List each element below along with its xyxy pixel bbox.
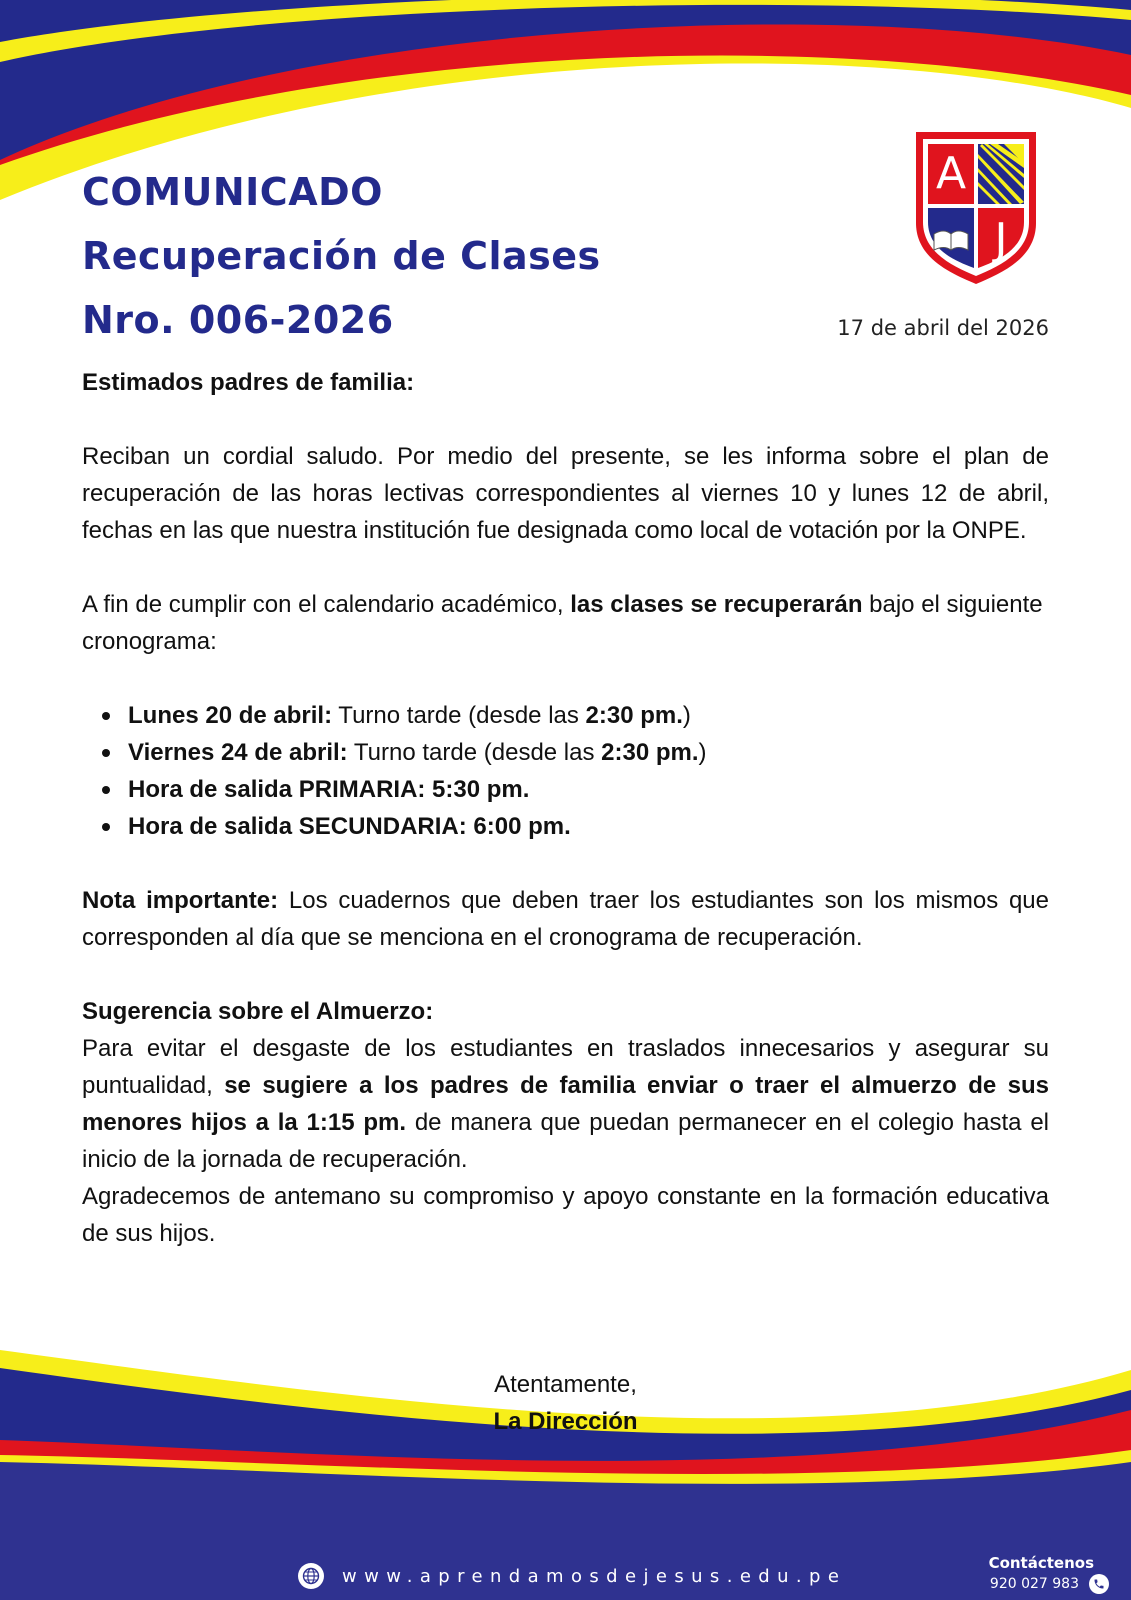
greeting: Estimados padres de familia:: [82, 369, 415, 396]
crest-letter-a: A: [935, 148, 967, 199]
closing-text: Atentamente,: [494, 1371, 637, 1398]
title-line-3: Nro. 006-2026: [82, 298, 394, 342]
website-url[interactable]: www.aprendamosdejesus.edu.pe: [342, 1565, 847, 1587]
list-item: Hora de salida PRIMARIA: 5:30 pm.: [102, 771, 1049, 808]
schedule-list: [102, 697, 1049, 845]
phone-number[interactable]: 920 027 983: [989, 1576, 1079, 1592]
phone-icon: [1089, 1574, 1109, 1594]
intro-paragraph: Reciban un cordial saludo. Por medio del presente, se les informa sobre el plan de recuperación de las horas lectivas correspondientes al viernes 10 y lunes 12 de abril, fechas en las que nuestra institución fue designada como local de votación por la ONPE.: [82, 443, 1049, 544]
list-item: Lunes 20 de abril: Turno tarde (desde las 2:30 pm.): [102, 697, 1049, 734]
schedule-intro-paragraph: A fin de cumplir con el calendario académico, las clases se recuperarán bajo el siguiente cronograma:: [82, 591, 1043, 655]
letter-body: [82, 364, 1049, 1252]
title-line-2: Recuperación de Clases: [82, 234, 601, 278]
globe-icon: [298, 1563, 324, 1589]
title-line-1: COMUNICADO: [82, 170, 383, 214]
contact-label: Contáctenos: [988, 1554, 1094, 1572]
document-date: 17 de abril del 2026: [837, 316, 1049, 340]
contact-block: [989, 1554, 1109, 1594]
announcement-title: [82, 160, 601, 352]
crest-letter-j: J: [994, 214, 1008, 265]
website-link[interactable]: [298, 1562, 846, 1590]
signoff: [0, 1366, 1131, 1440]
thanks-paragraph: Agradecemos de antemano su compromiso y apoyo constante en la formación educativa de sus hijos.: [82, 1183, 1049, 1247]
lunch-heading: Sugerencia sobre el Almuerzo:: [82, 998, 434, 1025]
list-item: Viernes 24 de abril: Turno tarde (desde las 2:30 pm.): [102, 734, 1049, 771]
signer-name: La Dirección: [493, 1408, 638, 1435]
lunch-paragraph: Para evitar el desgaste de los estudiantes en traslados innecesarios y asegurar su puntualidad, se sugiere a los padres de familia enviar o traer el almuerzo de sus menores hijos a la 1:15 pm. de manera que puedan permanecer en el colegio hasta el inicio de la jornada de recuperación.: [82, 1035, 1049, 1173]
note-paragraph: Nota importante: Los cuadernos que deben traer los estudiantes son los mismos que corresponden al día que se menciona en el cronograma de recuperación.: [82, 887, 1050, 951]
list-item: Hora de salida SECUNDARIA: 6:00 pm.: [102, 808, 1049, 845]
school-crest-icon: [912, 128, 1040, 288]
